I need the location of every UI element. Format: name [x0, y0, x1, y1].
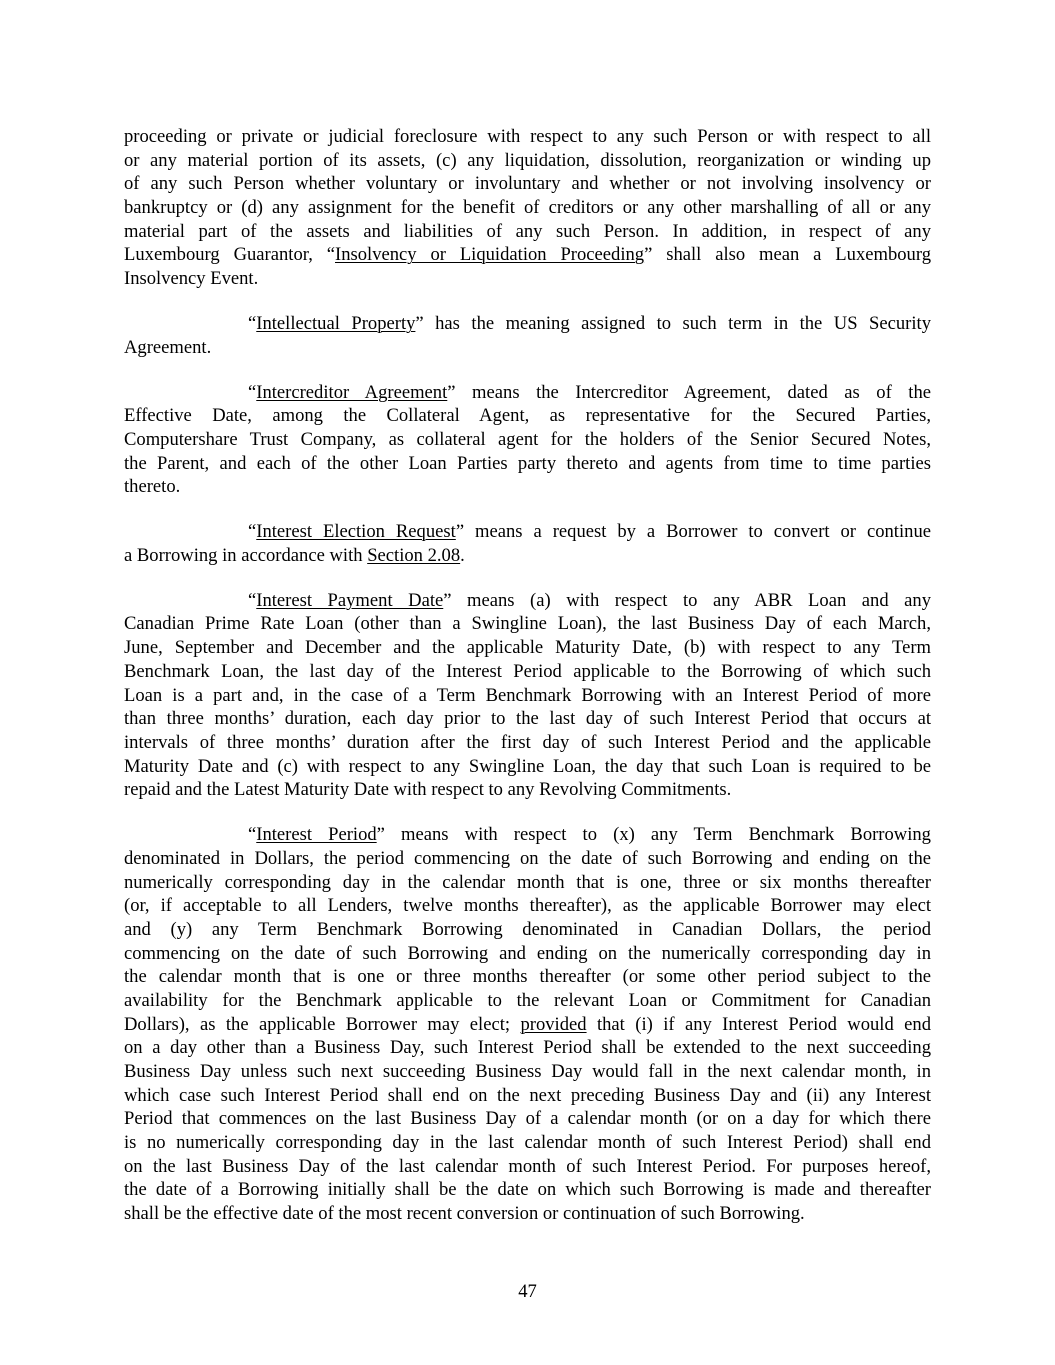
- text-line: [124, 965, 931, 989]
- text-segment: the date of a Borrowing initially shall be the date on which such Borrowing is made and thereafter: [124, 1179, 931, 1201]
- defined-term: Intellectual Property: [256, 313, 416, 334]
- text-line: [124, 823, 931, 847]
- text-line: [124, 404, 931, 428]
- text-line: [124, 1060, 931, 1084]
- text-segment: Agreement.: [124, 336, 212, 358]
- defined-term: provided: [520, 1013, 587, 1035]
- text-line: [124, 1202, 931, 1226]
- text-segment: “: [248, 381, 257, 403]
- text-line: [124, 196, 931, 220]
- text-segment: “: [248, 521, 257, 543]
- text-line: [124, 544, 931, 568]
- text-segment: thereto.: [124, 476, 181, 498]
- text-segment: ” means a request by a Borrower to convert or continue: [455, 521, 931, 543]
- text-segment: Canadian Prime Rate Loan (other than a Swingline Loan), the last Business Day of each March,: [124, 613, 931, 635]
- text-segment: (or, if acceptable to all Lenders, twelve months thereafter), as the applicable Borrower may elect: [124, 895, 931, 917]
- text-segment: “: [248, 824, 257, 846]
- text-line: [124, 684, 931, 708]
- text-line: [124, 871, 931, 895]
- text-segment: that (i) if any Interest Period would end: [586, 1013, 931, 1035]
- text-line: [124, 942, 931, 966]
- text-segment: or any material portion of its assets, (c) any liquidation, dissolution, reorganization or winding up: [124, 149, 931, 171]
- text-line: [124, 1178, 931, 1202]
- text-segment: denominated in Dollars, the period commencing on the date of such Borrowing and ending on the: [124, 847, 931, 869]
- text-line: [124, 1084, 931, 1108]
- text-line: [124, 636, 931, 660]
- definition-paragraph: [124, 589, 931, 802]
- text-segment: “: [248, 313, 257, 334]
- text-segment: and (y) any Term Benchmark Borrowing denominated in Canadian Dollars, the period: [124, 918, 931, 940]
- text-segment: shall be the effective date of the most recent conversion or continuation of such Borrowing.: [124, 1203, 805, 1225]
- text-segment: on a day other than a Business Day, such Interest Period shall be extended to the next succeeding: [124, 1037, 931, 1059]
- text-segment: Computershare Trust Company, as collateral agent for the holders of the Senior Secured Notes,: [124, 428, 931, 450]
- text-segment: Effective Date, among the Collateral Agent, as representative for the Secured Parties,: [124, 405, 931, 427]
- text-segment: ” means (a) with respect to any ABR Loan and any: [443, 589, 931, 611]
- text-line: [124, 847, 931, 871]
- text-line: [124, 172, 931, 196]
- text-line: [124, 1013, 931, 1037]
- text-line: [124, 894, 931, 918]
- defined-term: Interest Period: [256, 824, 377, 846]
- text-segment: the calendar month that is one or three months thereafter (or some other period subject to the: [124, 966, 931, 988]
- text-line: [124, 336, 931, 360]
- text-line: [124, 731, 931, 755]
- text-line: [124, 1155, 931, 1179]
- text-line: [124, 612, 931, 636]
- text-segment: Benchmark Loan, the last day of the Interest Period applicable to the Borrowing of which such: [124, 660, 931, 682]
- text-segment: than three months’ duration, each day prior to the last day of such Interest Period that occurs at: [124, 708, 931, 730]
- text-segment: the Parent, and each of the other Loan Parties party thereto and agents from time to time parties: [124, 452, 931, 474]
- text-segment: Luxembourg Guarantor, “: [124, 244, 335, 266]
- defined-term: Section 2.08: [367, 544, 461, 566]
- text-line: [124, 312, 931, 336]
- text-segment: ” shall also mean a Luxembourg: [644, 244, 932, 266]
- text-line: [124, 1107, 931, 1131]
- defined-term: Interest Election Request: [256, 521, 456, 543]
- text-line: [124, 589, 931, 613]
- text-segment: ” means the Intercreditor Agreement, dated as of the: [447, 381, 931, 403]
- text-segment: .: [460, 544, 465, 566]
- text-segment: which case such Interest Period shall end on the next preceding Business Day and (ii) any Interest: [124, 1084, 931, 1106]
- definition-paragraph: [124, 381, 931, 499]
- text-line: [124, 381, 931, 405]
- text-segment: numerically corresponding day in the calendar month that is one, three or six months thereafter: [124, 871, 931, 893]
- text-segment: of any such Person whether voluntary or involuntary and whether or not involving insolvency or: [124, 173, 931, 195]
- text-line: [124, 918, 931, 942]
- text-segment: repaid and the Latest Maturity Date with respect to any Revolving Commitments.: [124, 779, 732, 801]
- text-segment: ” has the meaning assigned to such term in the US Security: [415, 313, 931, 334]
- page-number: 47: [518, 1281, 537, 1302]
- definition-paragraph: [124, 520, 931, 567]
- defined-term: Intercreditor Agreement: [256, 381, 448, 403]
- text-line: [124, 707, 931, 731]
- text-segment: “: [248, 589, 257, 611]
- defined-term: Interest Payment Date: [256, 589, 444, 611]
- text-segment: Dollars), as the applicable Borrower may elect;: [124, 1013, 521, 1035]
- definition-paragraph: [124, 312, 931, 359]
- text-line: [124, 1036, 931, 1060]
- text-line: [124, 989, 931, 1013]
- document-body: [124, 125, 931, 1247]
- defined-term: Insolvency or Liquidation Proceeding: [335, 244, 645, 266]
- text-segment: material part of the assets and liabilities of any such Person. In addition, in respect of any: [124, 220, 931, 242]
- text-line: [124, 428, 931, 452]
- text-segment: proceeding or private or judicial foreclosure with respect to any such Person or with respect to all: [124, 126, 931, 147]
- text-line: [124, 149, 931, 173]
- text-line: [124, 778, 931, 802]
- text-segment: on the last Business Day of the last calendar month of such Interest Period. For purposes hereof,: [124, 1155, 931, 1177]
- text-segment: ” means with respect to (x) any Term Benchmark Borrowing: [376, 824, 931, 846]
- text-line: [124, 660, 931, 684]
- text-segment: Maturity Date and (c) with respect to any Swingline Loan, the day that such Loan is required to be: [124, 755, 931, 777]
- text-segment: Insolvency Event.: [124, 268, 259, 290]
- text-line: [124, 520, 931, 544]
- text-line: [124, 452, 931, 476]
- text-line: [124, 1131, 931, 1155]
- text-segment: intervals of three months’ duration after the first day of such Interest Period and the applicable: [124, 731, 931, 753]
- text-line: [124, 475, 931, 499]
- text-segment: is no numerically corresponding day in the last calendar month of such Interest Period) shall end: [124, 1132, 931, 1154]
- text-segment: Period that commences on the last Business Day of a calendar month (or on a day for which there: [124, 1108, 931, 1130]
- text-line: [124, 267, 931, 291]
- text-segment: Business Day unless such next succeeding Business Day would fall in the next calendar month, in: [124, 1061, 931, 1082]
- text-segment: a Borrowing in accordance with: [124, 544, 368, 566]
- definition-paragraph: [124, 125, 931, 291]
- text-line: [124, 125, 931, 149]
- text-line: [124, 755, 931, 779]
- text-line: [124, 220, 931, 244]
- text-segment: June, September and December and the applicable Maturity Date, (b) with respect to any Term: [124, 637, 931, 659]
- text-segment: Loan is a part and, in the case of a Term Benchmark Borrowing with an Interest Period of more: [124, 684, 931, 706]
- text-segment: availability for the Benchmark applicable to the relevant Loan or Commitment for Canadian: [124, 989, 931, 1011]
- text-line: [124, 243, 931, 267]
- definition-paragraph: [124, 823, 931, 1226]
- text-segment: commencing on the date of such Borrowing and ending on the numerically corresponding day in: [124, 942, 931, 964]
- text-segment: bankruptcy or (d) any assignment for the benefit of creditors or any other marshalling of all or any: [124, 197, 931, 219]
